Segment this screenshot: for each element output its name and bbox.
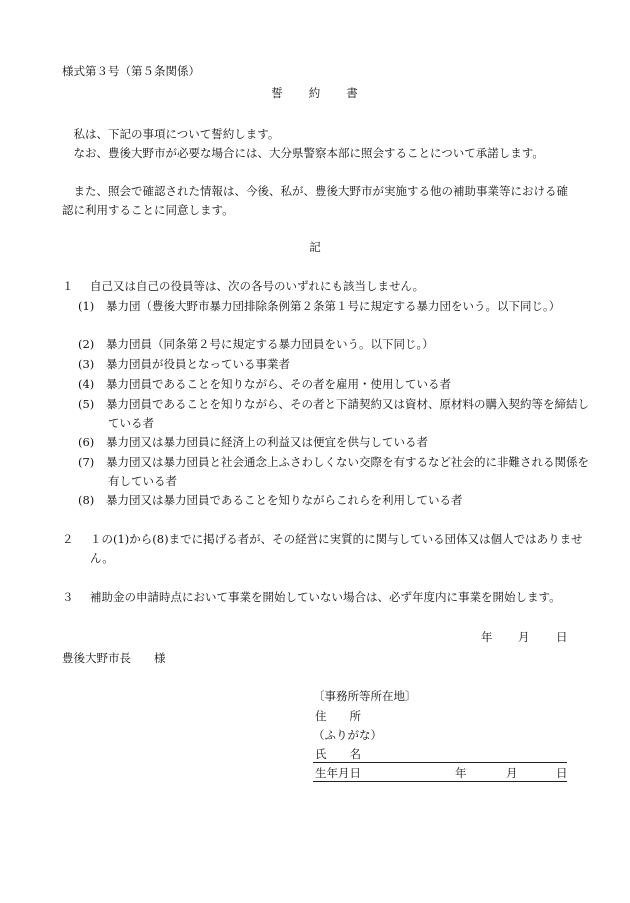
section-1-number: １ — [62, 279, 74, 293]
section-1-text: 自己又は自己の役員等は、次の各号のいずれにも該当しません。 — [90, 279, 425, 293]
date-year-label: 年 — [481, 630, 493, 644]
item-text: 暴力団員であることを知りながら、その者を雇用・使用している者 — [106, 377, 451, 391]
item-text: 暴力団員が役員となっている事業者 — [106, 357, 290, 371]
section-1-item-6 — [78, 433, 600, 452]
item-number: (4) — [78, 377, 95, 391]
section-2-number: ２ — [62, 532, 74, 546]
birth-month-label: 月 — [506, 766, 518, 780]
item-text: 暴力団又は暴力団員であることを知りながらこれらを利用している者 — [106, 493, 463, 507]
birth-year-label: 年 — [455, 766, 467, 780]
item-text: 暴力団（豊後大野市暴力団排除条例第２条第１号に規定する暴力団をいう。以下同じ。） — [106, 299, 561, 313]
form-number: 様式第３号（第５条関係） — [62, 64, 200, 78]
section-1-item-3 — [78, 355, 600, 374]
section-1-item-1 — [78, 297, 600, 316]
item-number: (8) — [78, 493, 95, 507]
item-text: 暴力団又は暴力団員に経済上の利益又は便宜を供与している者 — [106, 435, 428, 449]
section-3-number: ３ — [62, 590, 74, 604]
section-2-text: １の(1)から(8)までに掲げる者が、その経営に実質的に関与している団体又は個人ではありません。 — [90, 532, 583, 565]
item-text: 暴力団員であることを知りながら、その者と下請契約又は資材、原材料の購入契約等を締結している者 — [106, 397, 589, 430]
section-1-item-8 — [78, 491, 600, 510]
item-number: (6) — [78, 435, 95, 449]
address-label: 住 所 — [315, 709, 361, 723]
section-1-item-7 — [78, 453, 600, 491]
item-text: 暴力団又は暴力団員と社会通念上ふさわしくない交際を有するなど社会的に非難される関係を有している者 — [106, 455, 589, 488]
intro-paragraph-2: なお、豊後大野市が必要な場合には、大分県警察本部に照会することについて承諾します。 — [73, 146, 544, 160]
item-number: (2) — [78, 337, 95, 351]
name-underline — [313, 762, 567, 763]
addressee: 豊後大野市長 様 — [62, 651, 166, 665]
document-title: 誓 約 書 — [271, 86, 359, 100]
office-address-label: 〔事務所等所在地〕 — [313, 689, 417, 703]
section-2 — [62, 530, 598, 568]
date-month-label: 月 — [518, 630, 530, 644]
name-label: 氏 名 — [315, 747, 361, 761]
furigana-label: （ふりがな） — [313, 728, 382, 742]
birth-day-label: 日 — [556, 766, 568, 780]
item-number: (5) — [78, 397, 95, 411]
section-3 — [62, 588, 598, 607]
intro-paragraph-3: また、照会で確認された情報は、今後、私が、豊後大野市が実施する他の補助事業等における確認に利用することに同意します。 — [62, 184, 568, 217]
item-number: (3) — [78, 357, 95, 371]
intro-paragraph-1: 私は、下記の事項について誓約します。 — [73, 127, 280, 141]
section-1-item-5 — [78, 395, 600, 433]
birthdate-label: 生年月日 — [315, 766, 361, 780]
section-1-item-4 — [78, 375, 600, 394]
item-number: (1) — [78, 299, 95, 313]
section-3-text: 補助金の申請時点において事業を開始していない場合は、必ず年度内に事業を開始します。 — [90, 590, 561, 604]
section-1 — [62, 277, 570, 296]
date-day-label: 日 — [556, 630, 568, 644]
section-1-item-2 — [78, 335, 600, 354]
item-text: 暴力団員（同条第２号に規定する暴力団員をいう。以下同じ。） — [106, 337, 434, 351]
item-number: (7) — [78, 455, 95, 469]
birthdate-underline — [313, 781, 567, 782]
ki-heading: 記 — [309, 240, 321, 254]
